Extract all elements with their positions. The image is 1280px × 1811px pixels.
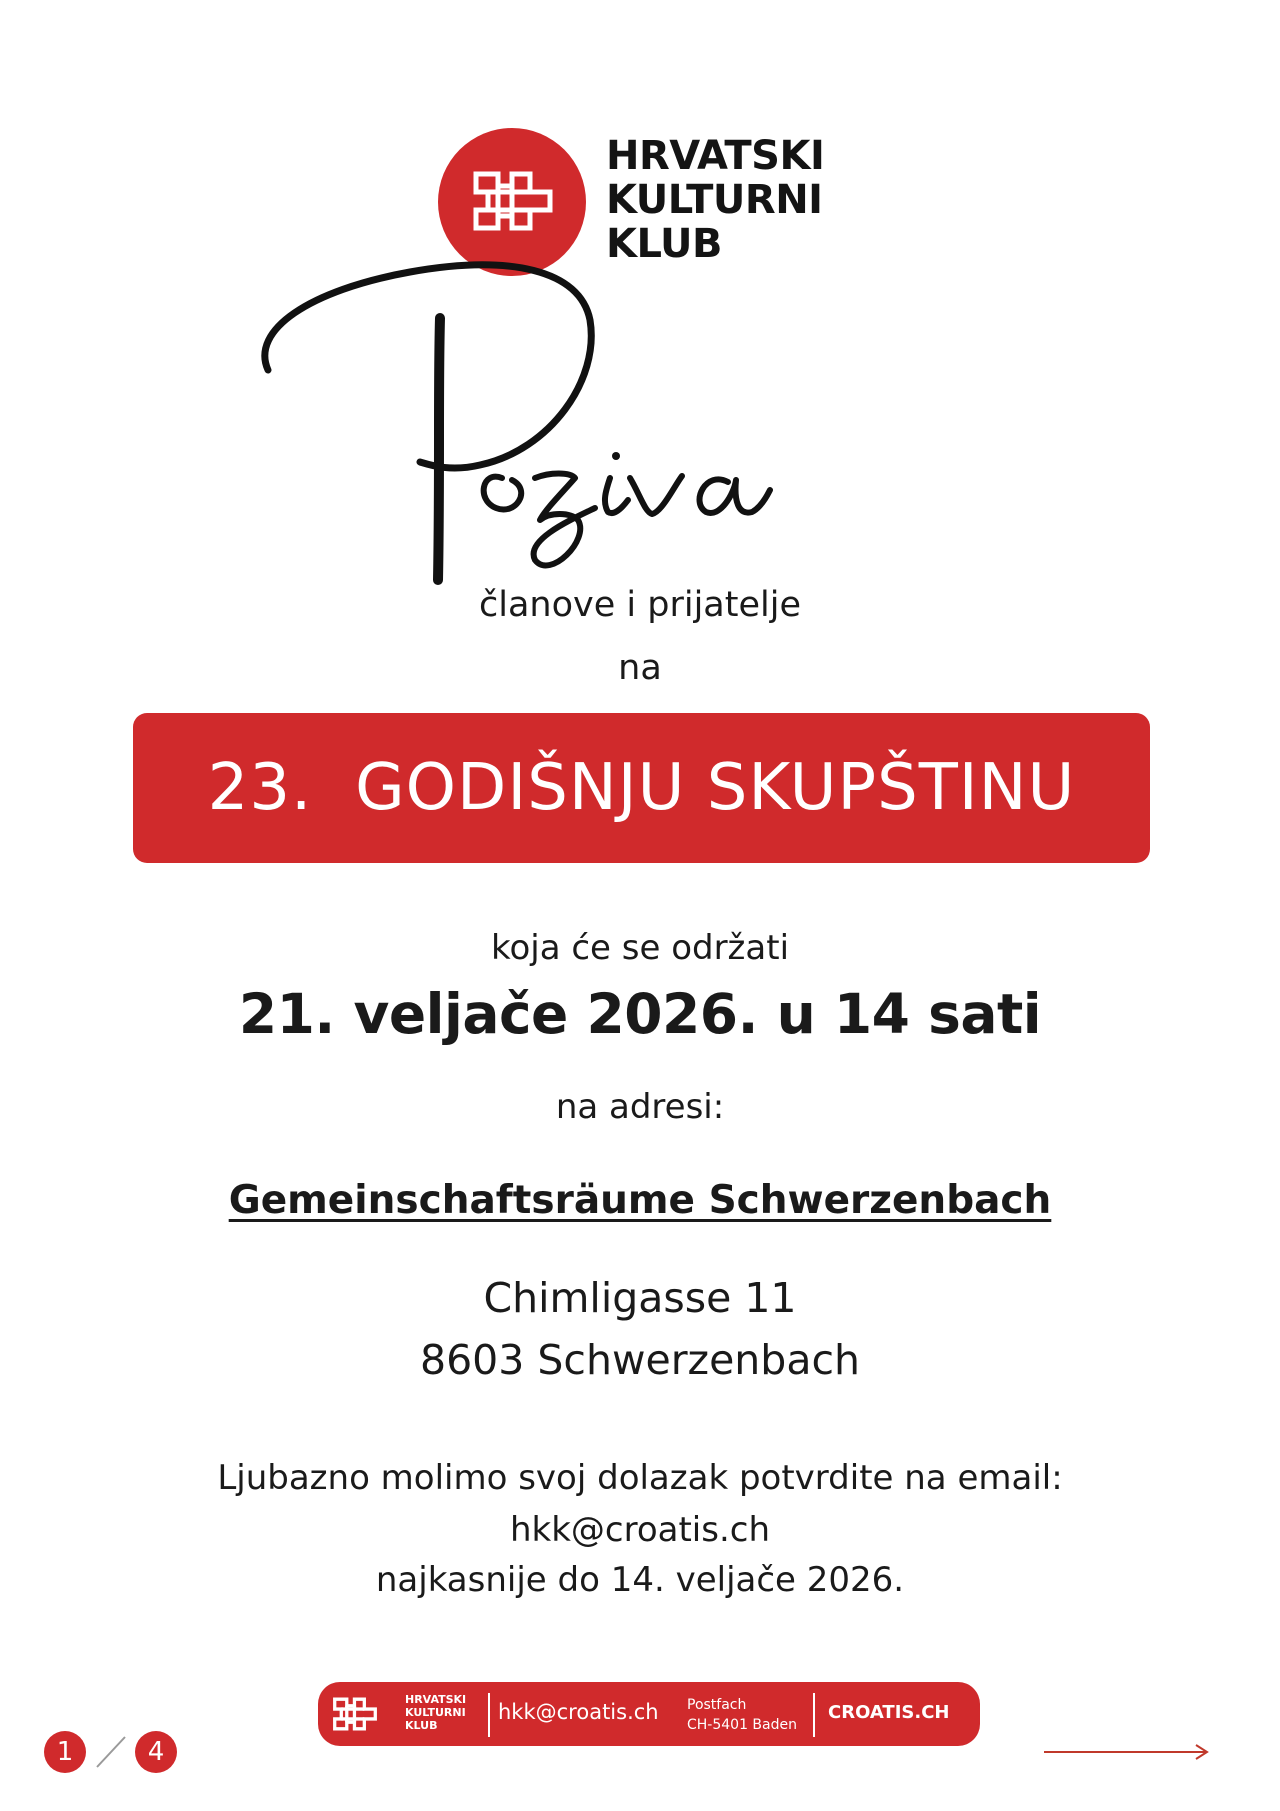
footer-postfach-line: Postfach bbox=[687, 1697, 747, 1713]
rsvp-deadline: najkasnije do 14. veljače 2026. bbox=[375, 1560, 905, 1600]
invitees-line: članove i prijatelje bbox=[479, 585, 801, 625]
assembly-banner-text: 23. GODIŠNJU SKUPŠTINU bbox=[207, 751, 1076, 825]
logo-line: HRVATSKI bbox=[606, 133, 825, 179]
footer-divider bbox=[488, 1693, 490, 1737]
city-address: 8603 Schwerzenbach bbox=[420, 1336, 860, 1384]
current-page: 1 bbox=[44, 1731, 86, 1773]
footer-email[interactable]: hkk@croatis.ch bbox=[498, 1700, 659, 1724]
footer-contact-bar bbox=[318, 1682, 980, 1746]
footer-club-name bbox=[405, 1693, 466, 1732]
total-pages: 4 bbox=[135, 1731, 177, 1773]
footer-postal-address bbox=[687, 1695, 797, 1735]
croatian-cross-icon bbox=[472, 170, 554, 232]
rsvp-request: Ljubazno molimo svoj dolazak potvrdite na email: bbox=[217, 1458, 1063, 1498]
poziva-text: Poziva bbox=[250, 250, 254, 251]
footer-divider bbox=[813, 1693, 815, 1737]
rsvp-email[interactable]: hkk@croatis.ch bbox=[509, 1510, 771, 1550]
poziva-script-title bbox=[250, 250, 870, 590]
preposition-line: na bbox=[618, 648, 662, 688]
footer-club-line: KULTURNI bbox=[405, 1706, 466, 1719]
address-label: na adresi: bbox=[555, 1087, 725, 1127]
page-indicator bbox=[44, 1731, 184, 1777]
logo-wordmark bbox=[606, 134, 824, 266]
croatian-cross-icon bbox=[332, 1697, 378, 1731]
footer-postfach-line: CH-5401 Baden bbox=[687, 1717, 797, 1733]
footer-website[interactable]: CROATIS.CH bbox=[828, 1702, 950, 1723]
street-address: Chimligasse 11 bbox=[483, 1274, 797, 1322]
arrow-right-icon[interactable] bbox=[1042, 1742, 1212, 1762]
logo-line: KLUB bbox=[606, 221, 723, 267]
held-label: koja će se održati bbox=[490, 928, 790, 968]
venue-name: Gemeinschaftsräume Schwerzenbach bbox=[228, 1178, 1052, 1223]
logo-line: KULTURNI bbox=[606, 177, 823, 223]
assembly-banner bbox=[133, 713, 1150, 863]
footer-club-line: HRVATSKI bbox=[405, 1693, 467, 1706]
footer-club-line: KLUB bbox=[405, 1719, 438, 1732]
slash-icon bbox=[91, 1731, 131, 1773]
event-datetime: 21. veljače 2026. u 14 sati bbox=[238, 982, 1042, 1046]
